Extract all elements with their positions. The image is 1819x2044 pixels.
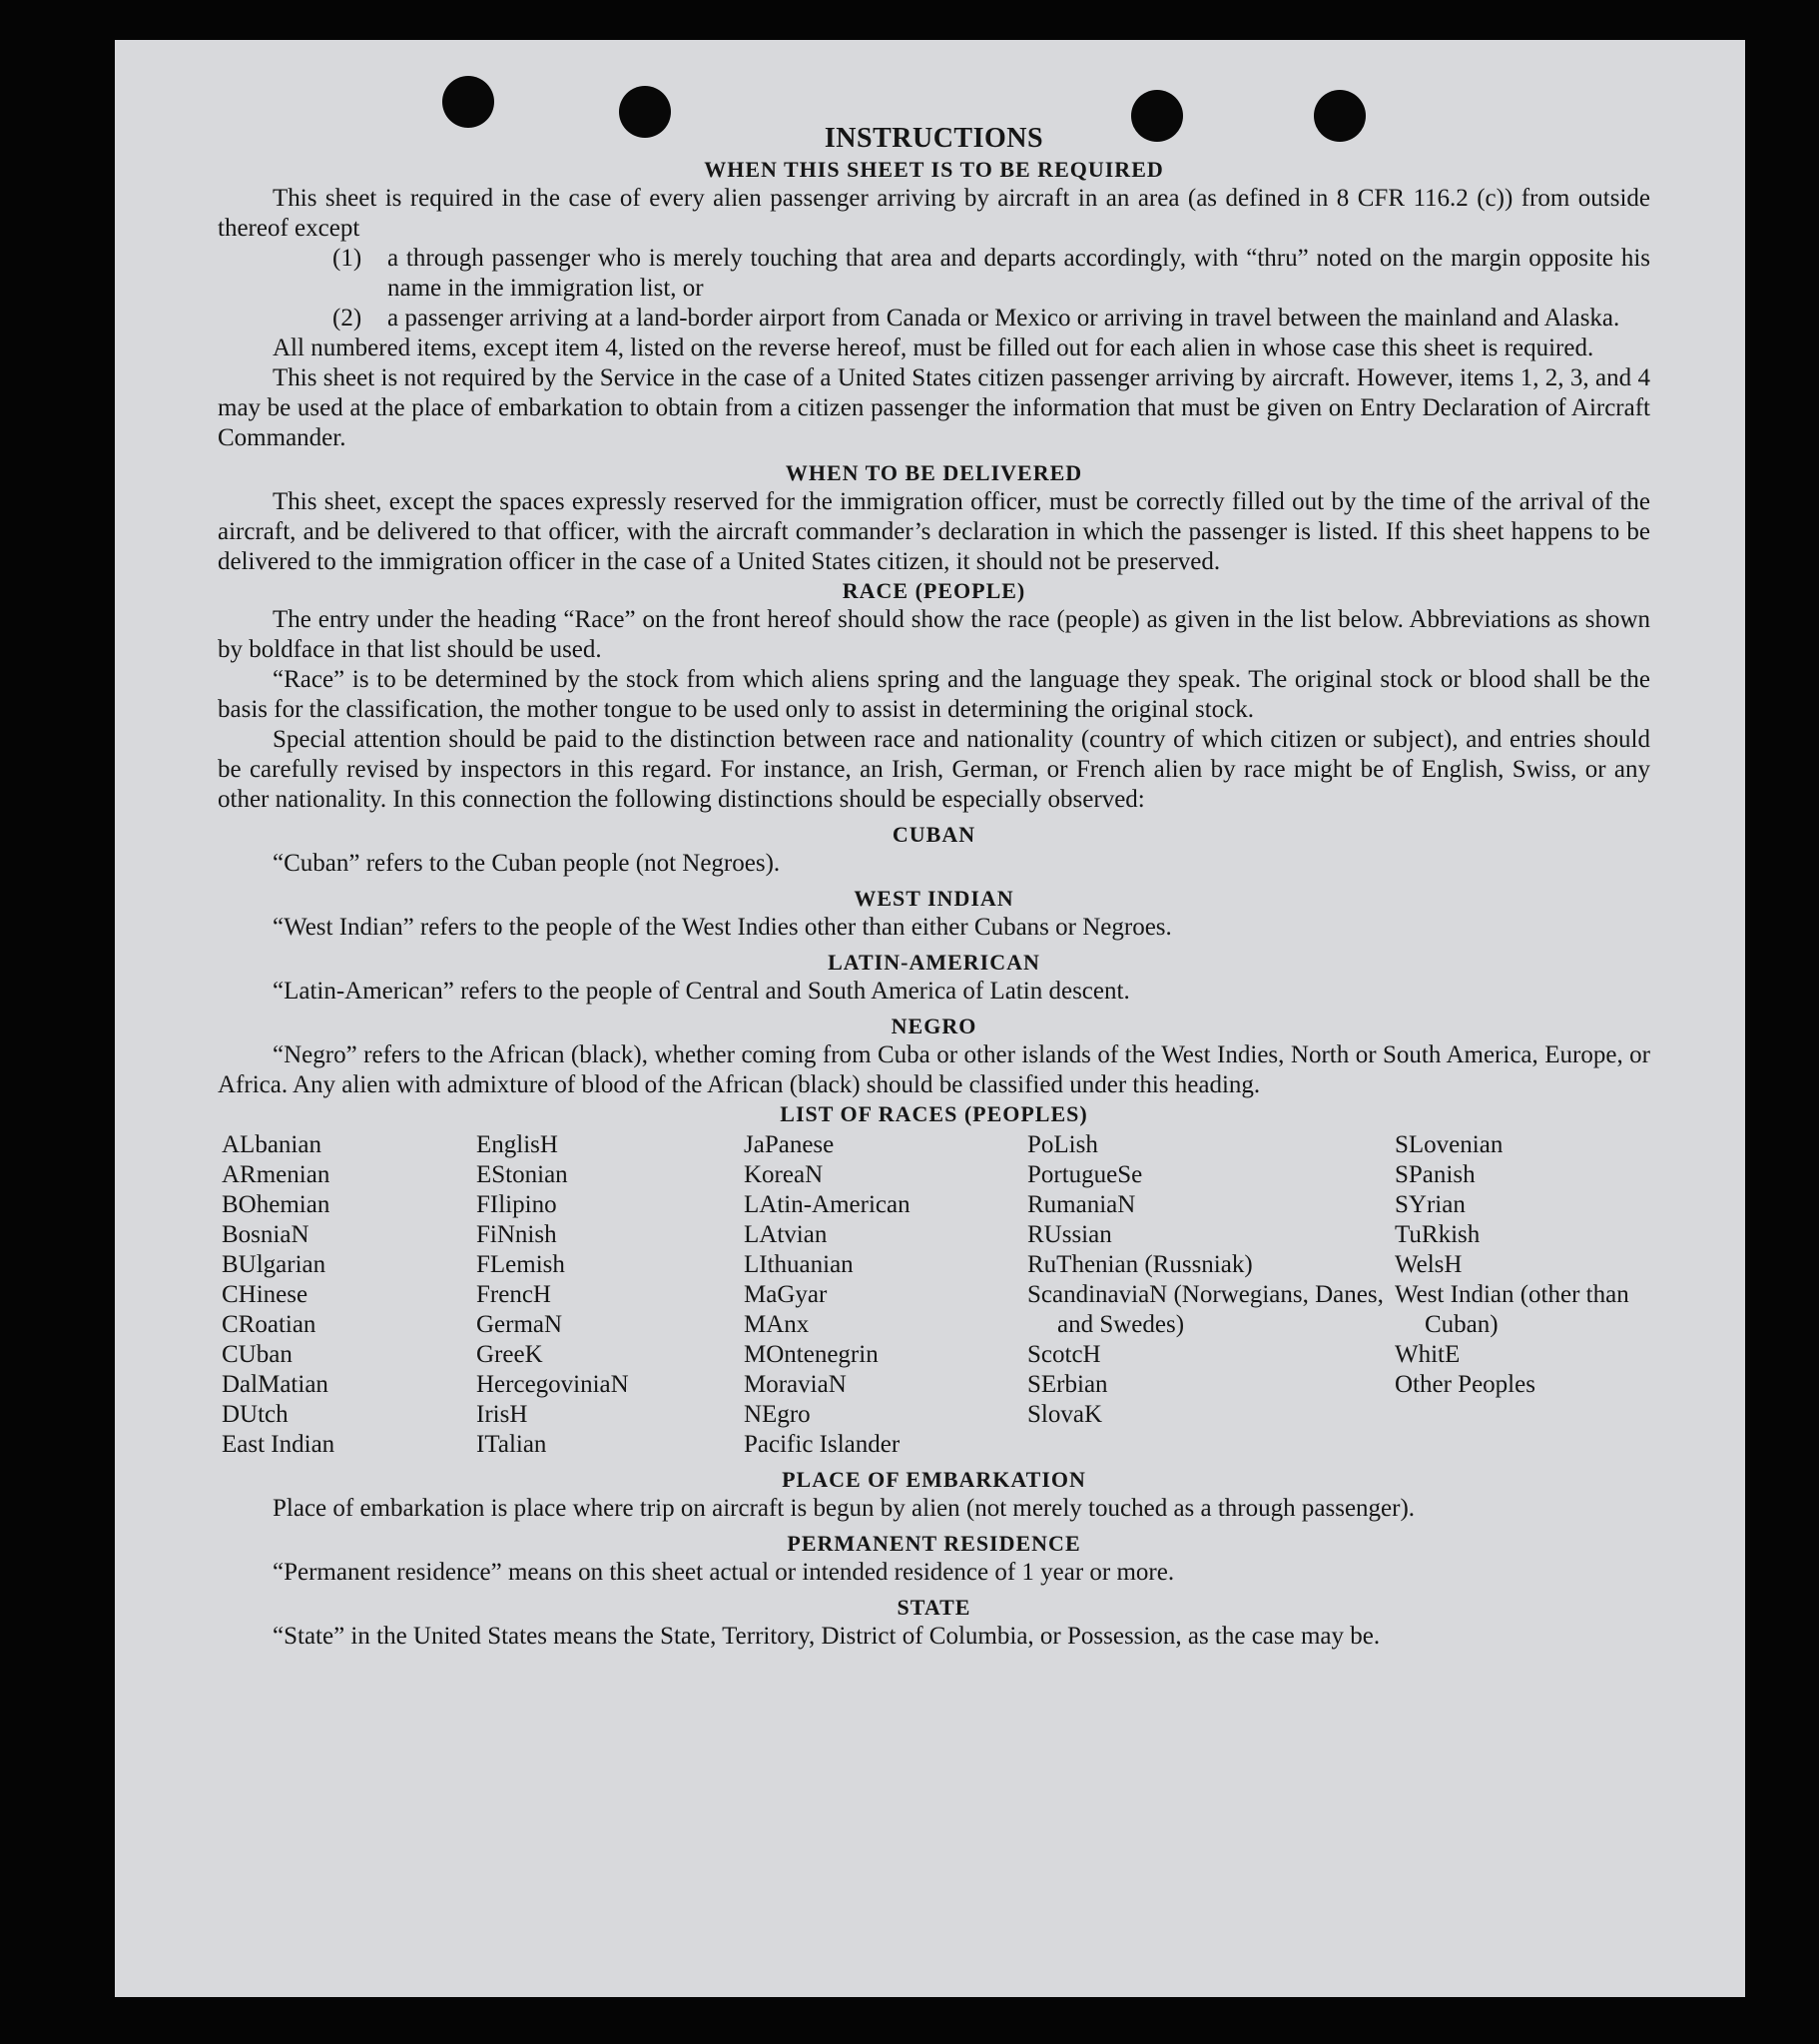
definition-text: “West Indian” refers to the people of the West Indies other than either Cubans or Negroes. [273,914,1172,941]
item-text: a passenger arriving at a land-border airport from Canada or Mexico or arriving in travel between the mainland and Alaska. [387,305,1620,332]
race-item: TuRkish [1395,1221,1481,1248]
race-item: LAtvian [744,1221,828,1248]
section-heading: NEGRO [891,1014,977,1038]
paragraph: This sheet, except the spaces expressly reserved for the immigration officer, must be correctly filled out by the time of the arrival of the aircraft, and be delivered to that officer, with the aircraft commander’s declaration in which the passenger is listed. If this sheet happens to be delivered to the immigration officer in the case of a United States citizen, it should not be preserved. [218,488,1650,575]
race-item: PoLish [1027,1131,1098,1158]
race-item: ITalian [476,1431,547,1458]
race-item: PortugueSe [1027,1161,1143,1188]
race-item: MOntenegrin [744,1341,879,1368]
races-column [1023,1130,1391,1460]
races-column [1391,1130,1650,1460]
page-title: INSTRUCTIONS [824,123,1044,154]
section-heading: WEST INDIAN [854,886,1014,911]
races-list [218,1130,1650,1460]
item-number: (2) [332,305,362,332]
race-item: MoraviaN [744,1371,847,1398]
paragraph: The entry under the heading “Race” on the front hereof should show the race (people) as given in the list below. Abbreviations as shown by boldface in that list should be used. [218,606,1650,663]
race-item: ScotcH [1027,1341,1101,1368]
race-item: IrisH [476,1401,528,1428]
paragraph: Special attention should be paid to the distinction between race and nationality (country of which citizen or subject), and entries should be carefully revised by inspectors in this regard. For instance, an Irish, German, or French alien by race might be of English, Swiss, or any other nationality. In this connection the following distinctions should be especially observed: [218,726,1650,813]
race-item: BOhemian [222,1191,330,1218]
race-item: CRoatian [222,1311,316,1338]
race-item: JaPanese [744,1131,835,1158]
paragraph: This sheet is not required by the Service in the case of a United States citizen passenger arriving by aircraft. However, items 1, 2, 3, and 4 may be used at the place of embarkation to obtain from a citizen passenger the information that must be given on Entry Declaration of Aircraft Commander. [218,364,1650,451]
race-item: HercegoviniaN [476,1371,629,1398]
race-item: WelsH [1395,1251,1463,1278]
list-item [218,304,1650,334]
race-item: SYrian [1395,1191,1466,1218]
race-item: East Indian [222,1431,335,1458]
race-item: SPanish [1395,1161,1476,1188]
section-heading: CUBAN [892,822,976,847]
race-item: SLovenian [1395,1131,1504,1158]
paragraph: “Race” is to be determined by the stock from which aliens spring and the language they speak. The original stock or blood shall be the basis for the classification, the mother tongue to be used only to assist in determining the original stock. [218,666,1650,723]
races-heading: LIST OF RACES (PEOPLES) [780,1101,1088,1126]
race-item: GreeK [476,1341,543,1368]
section-heading: PLACE OF EMBARKATION [782,1467,1086,1492]
list-item [218,244,1650,304]
race-item: EStonian [476,1161,568,1188]
race-item: ARmenian [222,1161,330,1188]
paragraph: Place of embarkation is place where trip on aircraft is begun by alien (not merely touched as a through passenger). [273,1495,1416,1522]
race-item: RuThenian (Russniak) [1027,1251,1253,1278]
definition-text: “Negro” refers to the African (black), whether coming from Cuba or other islands of the West Indies, North or South America, Europe, or Africa. Any alien with admixture of blood of the African (black) should be classified under this heading. [218,1041,1650,1098]
race-item: BosniaN [222,1221,309,1248]
race-item: ALbanian [222,1131,321,1158]
races-column [218,1130,472,1460]
section-heading: WHEN TO BE DELIVERED [785,460,1083,485]
race-item: BUlgarian [222,1251,326,1278]
race-item: FiNnish [476,1221,557,1248]
paragraph: This sheet is required in the case of every alien passenger arriving by aircraft in an area (as defined in 8 CFR 116.2 (c)) from outside thereof except [218,185,1650,242]
paragraph: “Permanent residence” means on this sheet actual or intended residence of 1 year or more. [273,1559,1175,1586]
race-item: Other Peoples [1395,1371,1535,1398]
paragraph: “State” in the United States means the State, Territory, District of Columbia, or Possession, as the case may be. [273,1623,1381,1650]
section-heading: PERMANENT RESIDENCE [787,1531,1081,1556]
item-text: a through passenger who is merely touching that area and departs accordingly, with “thru” noted on the margin opposite his name in the immigration list, or [387,245,1650,302]
race-item: KoreaN [744,1161,824,1188]
item-number: (1) [332,245,362,272]
race-item: RUssian [1027,1221,1112,1248]
section-heading: STATE [897,1595,971,1620]
race-item: CHinese [222,1281,308,1308]
race-item: NEgro [744,1401,811,1428]
races-column [472,1130,740,1460]
section-heading: LATIN-AMERICAN [828,950,1040,975]
race-item: WhitE [1395,1341,1461,1368]
race-item: DalMatian [222,1371,328,1398]
race-item: FrencH [476,1281,551,1308]
section-heading: WHEN THIS SHEET IS TO BE REQUIRED [704,157,1164,182]
race-item: CUban [222,1341,293,1368]
race-item: GermaN [476,1311,563,1338]
race-item: SErbian [1027,1371,1108,1398]
race-item: RumaniaN [1027,1191,1136,1218]
race-item: EnglisH [476,1131,558,1158]
race-item: MaGyar [744,1281,828,1308]
definition-text: “Latin-American” refers to the people of Central and South America of Latin descent. [273,978,1130,1005]
race-item: Pacific Islander [744,1431,901,1458]
race-item: LAtin-American [744,1191,910,1218]
race-item: MAnx [744,1311,810,1338]
race-item: LIthuanian [744,1251,854,1278]
instructions-content [218,122,1650,1652]
race-item: DUtch [222,1401,289,1428]
document-page [115,40,1745,1997]
race-item: FLemish [476,1251,565,1278]
races-column [740,1130,1023,1460]
punch-hole [442,76,494,128]
race-item: SlovaK [1027,1401,1102,1428]
definition-text: “Cuban” refers to the Cuban people (not Negroes). [273,850,781,877]
race-item: West Indian (other than Cuban) [1395,1281,1629,1338]
paragraph: All numbered items, except item 4, listed on the reverse hereof, must be filled out for each alien in whose case this sheet is required. [273,335,1594,361]
race-item: FIlipino [476,1191,557,1218]
section-heading: RACE (PEOPLE) [842,578,1026,603]
race-item: ScandinaviaN (Norwegians, Danes, and Swedes) [1027,1281,1384,1338]
